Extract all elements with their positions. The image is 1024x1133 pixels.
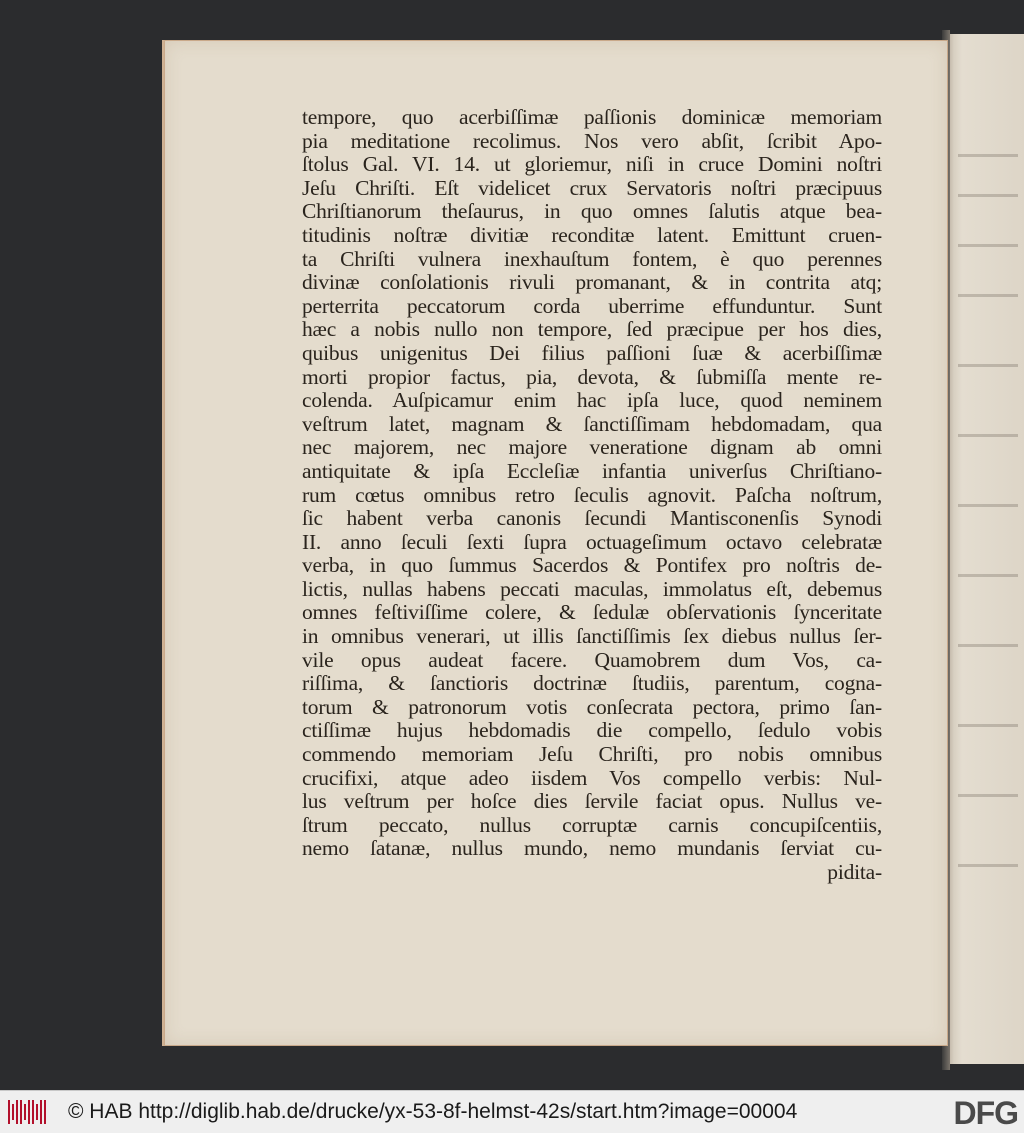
text-line: morti propior factus, pia, devota, & ſubmiſſa mente re- bbox=[302, 364, 882, 389]
text-line: nemo ſatanæ, nullus mundo, nemo mundanis ſerviat cu- bbox=[302, 836, 882, 861]
text-line: titudinis noſtræ divitiæ reconditæ latent. Emittunt cruen- bbox=[302, 222, 882, 247]
text-line: omnes feſtiviſſime colere, & ſedulæ obſervationis ſynceritate bbox=[302, 600, 882, 625]
text-line: pia meditatione recolimus. Nos vero abſit, ſcribit Apo- bbox=[302, 128, 882, 153]
text-line: commendo memoriam Jeſu Chriſti, pro nobis omnibus bbox=[302, 742, 882, 767]
viewer-footer bbox=[0, 1090, 1024, 1133]
text-line: antiquitate & ipſa Eccleſiæ infantia univerſus Chriſtiano- bbox=[302, 458, 882, 483]
text-line: hæc a nobis nullo non tempore, ſed præcipue per hos dies, bbox=[302, 317, 882, 342]
text-line: II. anno ſeculi ſexti ſupra octuageſimum octavo celebratæ bbox=[302, 529, 882, 554]
text-line: perterrita peccatorum corda uberrime effunduntur. Sunt bbox=[302, 293, 882, 318]
text-line: divinæ conſolationis rivuli promanant, & in contrita atq; bbox=[302, 270, 882, 295]
dfg-logo: DFG bbox=[953, 1095, 1018, 1131]
text-line: ta Chriſti vulnera inexhauſtum fontem, è quo perennes bbox=[302, 246, 882, 271]
text-line: torum & patronorum votis conſecrata pectora, primo ſan- bbox=[302, 694, 882, 719]
text-line: riſſima, & ſanctioris doctrinæ ſtudiis, parentum, cogna- bbox=[302, 671, 882, 696]
catchword: pidita- bbox=[827, 860, 882, 884]
text-line: Chriſtianorum theſaurus, in quo omnes ſalutis atque bea- bbox=[302, 199, 882, 224]
facing-page-edge bbox=[948, 34, 1024, 1064]
text-line: colenda. Auſpicamur enim hac ipſa luce, quod neminem bbox=[302, 388, 882, 413]
page-text bbox=[302, 106, 882, 885]
text-line: in omnibus venerari, ut illis ſanctiſſimis ſex diebus nullus ſer- bbox=[302, 624, 882, 649]
text-line: tempore, quo acerbiſſimæ paſſionis dominicæ memoriam bbox=[302, 105, 882, 129]
text-line: rum cœtus omnibus retro ſeculis agnovit. Paſcha noſtrum, bbox=[302, 482, 882, 507]
text-line: vile opus audeat facere. Quamobrem dum Vos, ca- bbox=[302, 647, 882, 672]
text-line: ſic habent verba canonis ſecundi Mantisconenſis Synodi bbox=[302, 506, 882, 531]
text-line: ſtrum peccato, nullus corruptæ carnis concupiſcentiis, bbox=[302, 812, 882, 837]
text-line: verba, in quo ſummus Sacerdos & Pontifex pro noſtris de- bbox=[302, 553, 882, 578]
text-line: lictis, nullas habens peccati maculas, immolatus eſt, debemus bbox=[302, 576, 882, 601]
text-line: lus veſtrum per hoſce dies ſervile faciat opus. Nullus ve- bbox=[302, 789, 882, 814]
text-line: ſtolus Gal. VI. 14. ut gloriemur, niſi in cruce Domini noſtri bbox=[302, 152, 882, 177]
text-line: veſtrum latet, magnam & ſanctiſſimam hebdomadam, qua bbox=[302, 411, 882, 436]
text-line: crucifixi, atque adeo iisdem Vos compello verbis: Nul- bbox=[302, 765, 882, 790]
text-line: Jeſu Chriſti. Eſt videlicet crux Servatoris noſtri præcipuus bbox=[302, 175, 882, 200]
hab-barcode-logo-icon bbox=[4, 1097, 50, 1127]
text-line: nec majorem, nec majore veneratione dignam ab omni bbox=[302, 435, 882, 460]
text-line: ctiſſimæ hujus hebdomadis die compello, ſedulo vobis bbox=[302, 718, 882, 743]
text-line: quibus unigenitus Dei filius paſſioni ſuæ & acerbiſſimæ bbox=[302, 340, 882, 365]
copyright-url: © HAB http://diglib.hab.de/drucke/yx-53-8f-helmst-42s/start.htm?image=00004 bbox=[68, 1100, 798, 1123]
